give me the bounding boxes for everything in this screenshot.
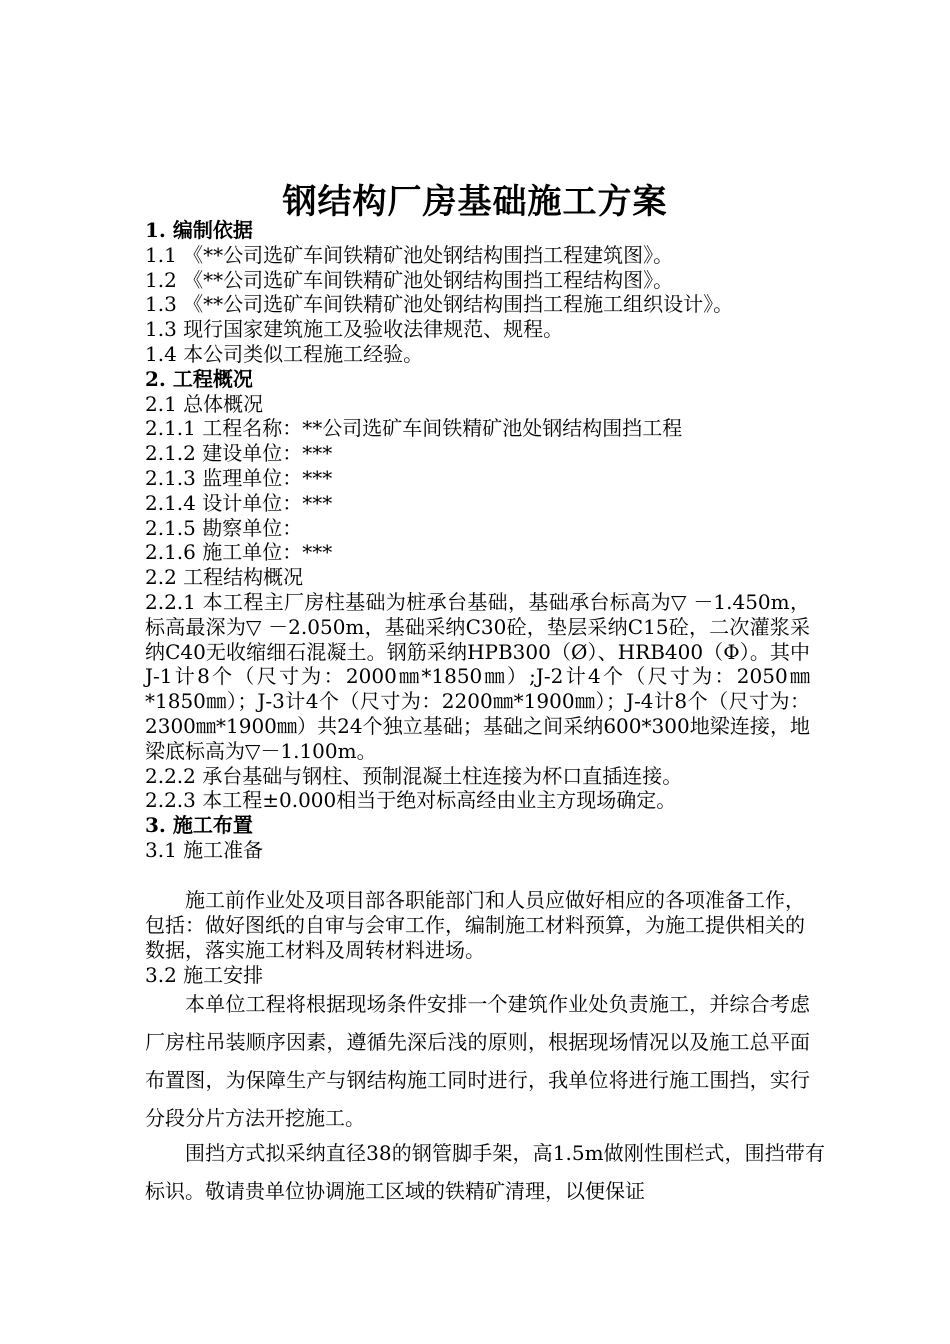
- list-item: 2.1.4 设计单位：***: [145, 490, 333, 515]
- list-item: 1.4 本公司类似工程施工经验。: [145, 341, 424, 366]
- list-item: 1.1 《**公司选矿车间铁精矿池处钢结构围挡工程建筑图》。: [145, 242, 674, 267]
- subsection-heading: 2.2 工程结构概况: [145, 565, 304, 590]
- paragraph-3-1: [145, 888, 810, 962]
- document-title: 钢结构厂房基础施工方案: [282, 182, 668, 222]
- list-item: 2.1.1 工程名称：**公司选矿车间铁精矿池处钢结构围挡工程: [145, 416, 683, 441]
- document-body: [145, 218, 810, 863]
- list-item: 2.1.2 建设单位：***: [145, 441, 333, 466]
- list-item: 2.1.6 施工单位：***: [145, 540, 333, 565]
- subsection-heading: 3.2 施工安排: [145, 963, 264, 987]
- section-heading-1: 1. 编制依据: [145, 218, 253, 242]
- list-item: 1.2 《**公司选矿车间铁精矿池处钢结构围挡工程结构图》。: [145, 267, 674, 292]
- section-heading-3: 3. 施工布置: [145, 813, 253, 838]
- list-item: 1.3 《**公司选矿车间铁精矿池处钢结构围挡工程施工组织设计》。: [145, 292, 734, 317]
- paragraph-2-2-2: 2.2.2 承台基础与钢柱、预制混凝土柱连接为杯口直插连接。: [145, 763, 683, 788]
- paragraph-text: 围挡方式拟采纳直径38的钢管脚手架，高1.5m做刚性围栏式，围挡带有标识。敬请贵单位协调施工区域的铁精矿清理，以便保证: [145, 1141, 825, 1203]
- list-item: 2.1.3 监理单位：***: [145, 465, 333, 490]
- paragraph-3-2-b: [145, 1134, 825, 1210]
- list-item: 1.3 现行国家建筑施工及验收法律规范、规程。: [145, 317, 564, 342]
- paragraph-2-2-1: 2.2.1 本工程主厂房柱基础为桩承台基础，基础承台标高为▽ －1.450m，标高最深为▽ －2.050m，基础采纳C30砼，垫层采纳C15砼，二次灌浆采纳C40无收缩细石混凝土。钢筋采纳HPB300（Ø）、HRB400（Φ）。其中J-1计8个（尺寸为：2000㎜*1850㎜）;J-2计4个（尺寸为：2050㎜*1850㎜）；J-3计4个（尺寸为：2200㎜*1900㎜）；J-4计8个（尺寸为：2300㎜*1900㎜）共24个独立基础；基础之间采纳600*300地梁连接，地梁底标高为▽－1.100m。: [145, 589, 810, 763]
- list-item: 2.1.5 勘察单位：: [145, 515, 303, 540]
- section-heading-2: 2. 工程概况: [145, 366, 253, 391]
- paragraph-text: 本单位工程将根据现场条件安排一个建筑作业处负责施工，并综合考虑厂房柱吊装顺序因素，遵循先深后浅的原则，根据现场情况以及施工总平面布置图，为保障生产与钢结构施工同时进行，我单位将进行施工围挡，实行分段分片方法开挖施工。: [145, 992, 810, 1130]
- subsection-heading: 3.1 施工准备: [145, 837, 264, 862]
- subsection-heading: 2.1 总体概况: [145, 391, 264, 416]
- paragraph-text: 施工前作业处及项目部各职能部门和人员应做好相应的各项准备工作，包括：做好图纸的自审与会审工作，编制施工材料预算，为施工提供相关的数据，落实施工材料及周转材料进场。: [145, 888, 805, 962]
- paragraph-2-2-3: 2.2.3 本工程±0.000相当于绝对标高经由业主方现场确定。: [145, 788, 677, 813]
- paragraph-3-2-a: [145, 985, 810, 1137]
